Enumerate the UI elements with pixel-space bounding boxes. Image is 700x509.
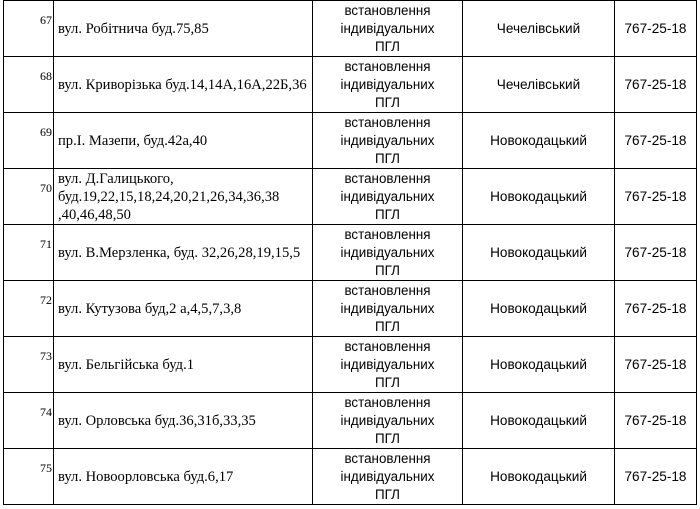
work-line: ПГЛ bbox=[375, 263, 400, 278]
table-row bbox=[4, 449, 697, 505]
district-cell: Новокодацький bbox=[463, 393, 615, 449]
work-line: встановлення bbox=[344, 339, 431, 354]
address-cell: вул. Робітнича буд.75,85 bbox=[54, 1, 313, 57]
work-line: ПГЛ bbox=[375, 151, 400, 166]
district-cell: Новокодацький bbox=[463, 449, 615, 505]
table-row bbox=[4, 169, 697, 225]
row-number-cell bbox=[4, 57, 54, 113]
work-line: індивідуальних bbox=[340, 469, 435, 484]
address-cell: вул. Бельгійська буд.1 bbox=[54, 337, 313, 393]
address-cell: пр.І. Мазепи, буд.42а,40 bbox=[54, 113, 313, 169]
row-number: 73 bbox=[40, 349, 52, 363]
work-line: встановлення bbox=[344, 115, 431, 130]
address-cell: вул. Новоорловська буд.6,17 bbox=[54, 449, 313, 505]
row-number-cell bbox=[4, 449, 54, 505]
work-line: ПГЛ bbox=[375, 207, 400, 222]
work-type-cell bbox=[313, 281, 463, 337]
row-number: 75 bbox=[40, 461, 52, 475]
district-cell: Новокодацький bbox=[463, 169, 615, 225]
address-cell: вул. В.Мерзленка, буд. 32,26,28,19,15,5 bbox=[54, 225, 313, 281]
work-line: встановлення bbox=[344, 171, 431, 186]
table-row bbox=[4, 281, 697, 337]
work-type-cell bbox=[313, 449, 463, 505]
work-line: ПГЛ bbox=[375, 319, 400, 334]
row-number: 69 bbox=[40, 125, 52, 139]
work-line: встановлення bbox=[344, 227, 431, 242]
district-cell: Новокодацький bbox=[463, 113, 615, 169]
work-line: ПГЛ bbox=[375, 95, 400, 110]
work-line: встановлення bbox=[344, 59, 431, 74]
row-number: 67 bbox=[40, 13, 52, 27]
work-type-cell bbox=[313, 113, 463, 169]
row-number-cell bbox=[4, 169, 54, 225]
work-type-cell bbox=[313, 225, 463, 281]
work-line: встановлення bbox=[344, 451, 431, 466]
table-row bbox=[4, 225, 697, 281]
phone-cell: 767-25-18 bbox=[615, 1, 697, 57]
table-row bbox=[4, 57, 697, 113]
address-cell: вул. Орловська буд.36,31б,33,35 bbox=[54, 393, 313, 449]
row-number-cell bbox=[4, 337, 54, 393]
work-type-cell bbox=[313, 1, 463, 57]
phone-cell: 767-25-18 bbox=[615, 281, 697, 337]
work-line: встановлення bbox=[344, 283, 431, 298]
work-type-cell bbox=[313, 337, 463, 393]
row-number: 71 bbox=[40, 237, 52, 251]
work-line: індивідуальних bbox=[340, 77, 435, 92]
row-number-cell bbox=[4, 281, 54, 337]
row-number-cell bbox=[4, 225, 54, 281]
row-number: 74 bbox=[40, 405, 52, 419]
row-number-cell bbox=[4, 113, 54, 169]
district-cell: Чечелівський bbox=[463, 1, 615, 57]
work-line: ПГЛ bbox=[375, 431, 400, 446]
work-line: ПГЛ bbox=[375, 39, 400, 54]
work-line: ПГЛ bbox=[375, 487, 400, 502]
work-line: встановлення bbox=[344, 3, 431, 18]
table-row bbox=[4, 1, 697, 57]
row-number: 68 bbox=[40, 69, 52, 83]
row-number-cell bbox=[4, 1, 54, 57]
address-cell: вул. Кутузова буд,2 а,4,5,7,3,8 bbox=[54, 281, 313, 337]
table-row bbox=[4, 393, 697, 449]
work-type-cell bbox=[313, 169, 463, 225]
work-type-cell bbox=[313, 57, 463, 113]
phone-cell: 767-25-18 bbox=[615, 337, 697, 393]
table-row bbox=[4, 113, 697, 169]
phone-cell: 767-25-18 bbox=[615, 57, 697, 113]
row-number-cell bbox=[4, 393, 54, 449]
work-line: індивідуальних bbox=[340, 357, 435, 372]
district-cell: Новокодацький bbox=[463, 281, 615, 337]
district-cell: Новокодацький bbox=[463, 337, 615, 393]
work-line: індивідуальних bbox=[340, 413, 435, 428]
phone-cell: 767-25-18 bbox=[615, 225, 697, 281]
phone-cell: 767-25-18 bbox=[615, 169, 697, 225]
phone-cell: 767-25-18 bbox=[615, 393, 697, 449]
works-table bbox=[3, 0, 697, 505]
work-line: індивідуальних bbox=[340, 21, 435, 36]
work-type-cell bbox=[313, 393, 463, 449]
work-line: індивідуальних bbox=[340, 133, 435, 148]
work-line: ПГЛ bbox=[375, 375, 400, 390]
phone-cell: 767-25-18 bbox=[615, 113, 697, 169]
work-line: встановлення bbox=[344, 395, 431, 410]
table-body bbox=[4, 1, 697, 505]
row-number: 72 bbox=[40, 293, 52, 307]
district-cell: Новокодацький bbox=[463, 225, 615, 281]
phone-cell: 767-25-18 bbox=[615, 449, 697, 505]
work-line: індивідуальних bbox=[340, 245, 435, 260]
table-row bbox=[4, 337, 697, 393]
address-cell: вул. Криворізька буд.14,14А,16А,22Б,36 bbox=[54, 57, 313, 113]
work-line: індивідуальних bbox=[340, 301, 435, 316]
work-line: індивідуальних bbox=[340, 189, 435, 204]
address-cell: вул. Д.Галицького, буд.19,22,15,18,24,20,21,26,34,36,38 ,40,46,48,50 bbox=[54, 169, 313, 225]
district-cell: Чечелівський bbox=[463, 57, 615, 113]
row-number: 70 bbox=[40, 181, 52, 195]
